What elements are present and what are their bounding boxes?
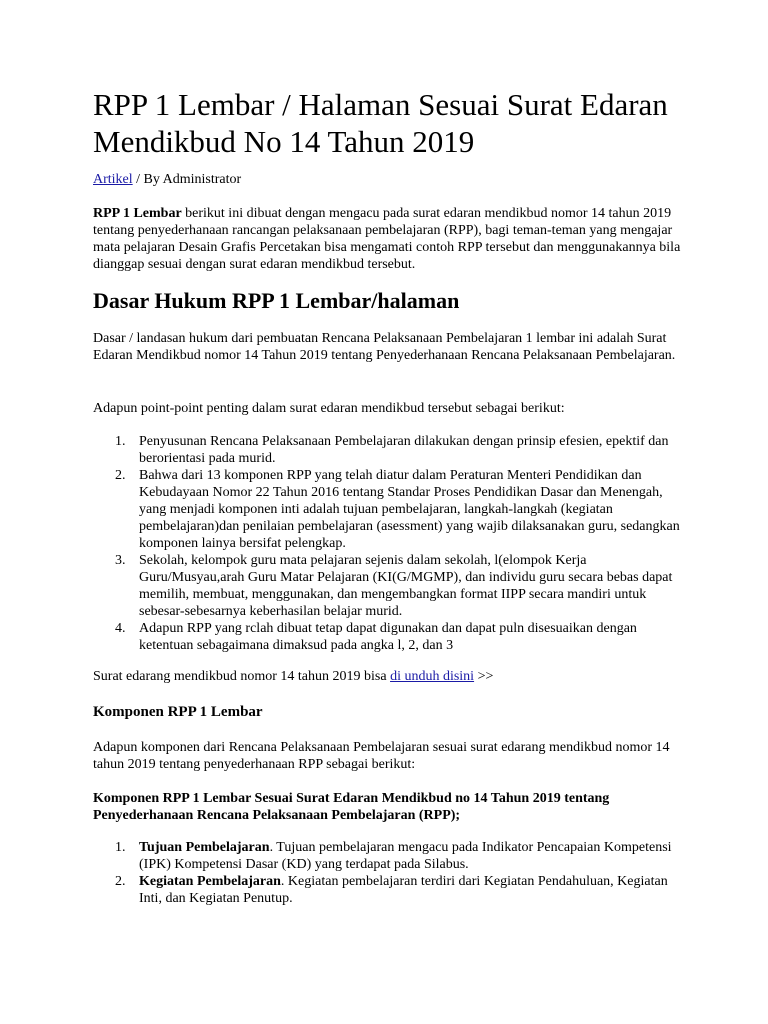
list-item: 1. Penyusunan Rencana Pelaksanaan Pembelajaran dilakukan dengan prinsip efesien, epektif dan berorientasi pada murid. bbox=[115, 434, 669, 466]
komponen-list bbox=[93, 839, 683, 907]
komponen-paragraph: Adapun komponen dari Rencana Pelaksanaan Pembelajaran sesuai surat edarang mendikbud nomor 14 tahun 2019 tentang penyederhanaan RPP sebagai berikut: bbox=[93, 740, 670, 772]
komponen-bold-paragraph: Komponen RPP 1 Lembar Sesuai Surat Edaran Mendikbud no 14 Tahun 2019 tentang Penyederhanaan Rencana Pelaksanaan Pembelajaran (RPP); bbox=[93, 791, 610, 823]
post-meta bbox=[93, 171, 241, 188]
point-intro-paragraph: Adapun point-point penting dalam surat edaran mendikbud tersebut sebagai berikut: bbox=[93, 401, 565, 416]
section-heading-dasar-hukum: Dasar Hukum RPP 1 Lembar/halaman bbox=[93, 288, 460, 313]
list-item: 3. Sekolah, kelompok guru mata pelajaran sejenis dalam sekolah, l(elompok Kerja Guru/Musyau,arah Guru Matar Pelajaran (KI(G/MGMP), dan individu guru secara bebas dapat memilih, membuat, menggunakan, dan mengembangkan format IIPP secara mandiri untuk sebesar-sebesarnya keberhasilan belajar murid. bbox=[115, 553, 673, 619]
intro-bold: RPP 1 Lembar bbox=[93, 206, 182, 221]
list-item: 2. Bahwa dari 13 komponen RPP yang telah diatur dalam Peraturan Menteri Pendidikan dan Kebudayaan Nomor 22 Tahun 2016 tentang Standar Proses Pendidikan Dasar dan Menengah, yang menjadi komponen inti adalah tujuan pembelajaran, langkah-langkah (kegiatan pembelajaran)dan penilaian pembelajaran (asessment) yang wajib dilaksanakan guru, sedangkan komponen lainya bersifat pelengkap. bbox=[115, 468, 680, 551]
download-paragraph: Surat edarang mendikbud nomor 14 tahun 2019 bisa di unduh disini >> bbox=[93, 669, 494, 684]
dasar-hukum-paragraph: Dasar / landasan hukum dari pembuatan Rencana Pelaksanaan Pembelajaran 1 lembar ini adalah Surat Edaran Mendikbud nomor 14 Tahun 2019 tentang Penyederhanaan Rencana Pelaksanaan Pembelajaran. bbox=[93, 331, 676, 363]
list-item: 1. Tujuan Pembelajaran. Tujuan pembelajaran mengacu pada Indikator Pencapaian Kompetensi (IPK) Kompetensi Dasar (KD) yang terdapat pada Silabus. bbox=[115, 840, 672, 872]
list-item: 2. Kegiatan Pembelajaran. Kegiatan pembelajaran terdiri dari Kegiatan Pendahuluan, Kegiatan Inti, dan Kegiatan Penutup. bbox=[115, 874, 668, 906]
intro-paragraph bbox=[93, 205, 683, 273]
byline: / By Administrator bbox=[132, 172, 242, 187]
intro-text: berikut ini dibuat dengan mengacu pada surat edaran mendikbud nomor 14 tahun 2019 tentang penyederhanaan rancangan pelaksanaan pembelajaran (RPP), bagi teman-teman yang mengajar mata pelajaran Desain Grafis Percetakan bisa mengamati contoh RPP tersebut dan menggunakannya bila dianggap sesuai dengan surat edaran mendikbud tersebut. bbox=[93, 206, 681, 272]
points-list bbox=[93, 433, 683, 654]
page-title: RPP 1 Lembar / Halaman Sesuai Surat Edaran Mendikbud No 14 Tahun 2019 bbox=[93, 87, 668, 159]
download-link[interactable]: di unduh disini bbox=[390, 669, 475, 684]
category-link[interactable]: Artikel bbox=[93, 172, 133, 187]
section-heading-komponen: Komponen RPP 1 Lembar bbox=[93, 704, 263, 720]
list-item: 4. Adapun RPP yang rclah dibuat tetap dapat digunakan dan dapat puln disesuaikan dengan ketentuan sebagaimana dimaksud pada angka l, 2, dan 3 bbox=[115, 621, 637, 653]
